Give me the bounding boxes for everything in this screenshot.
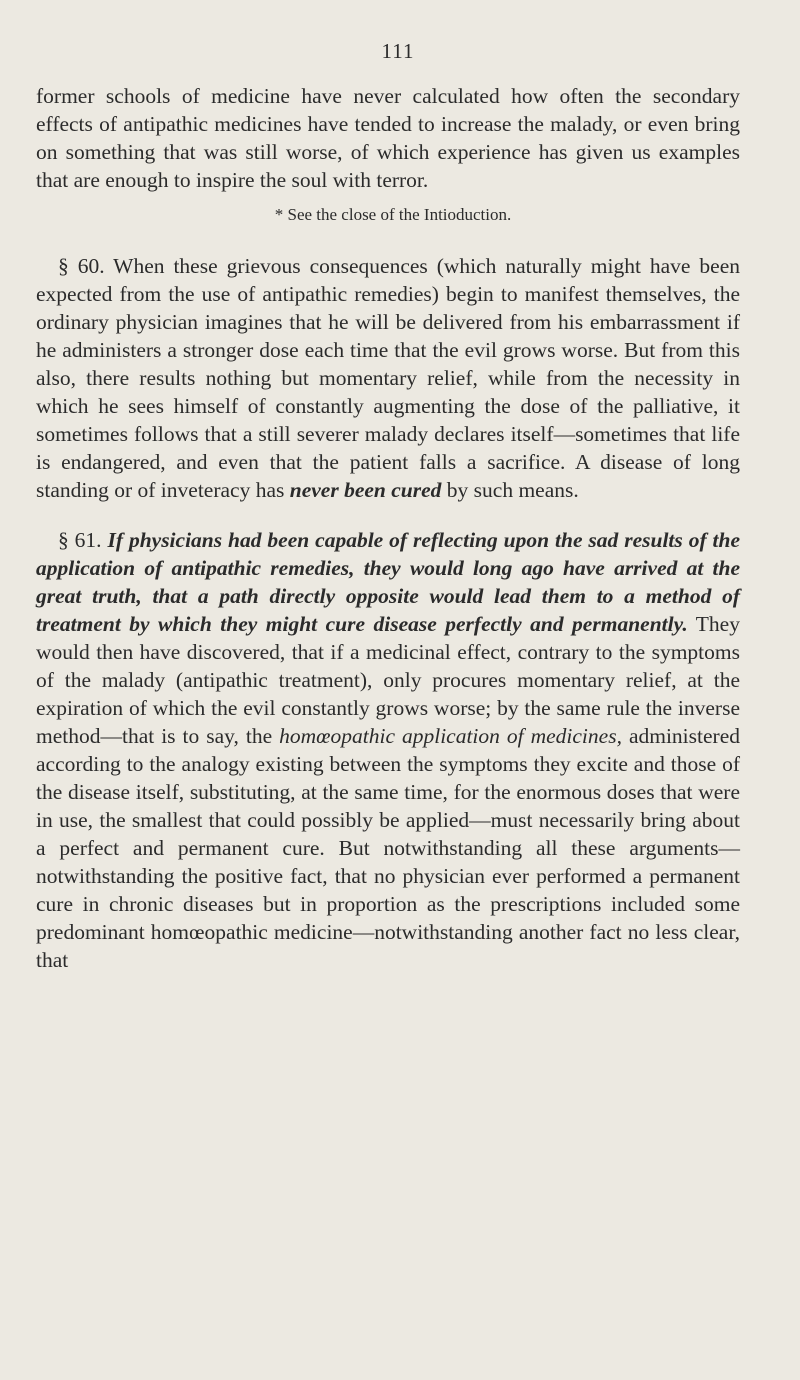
section-61-paragraph — [36, 526, 740, 974]
section-61-italic-phrase: homœopathic application of medicines, — [279, 724, 622, 748]
section-60-text: When these grievous consequences (which naturally might have been expected from the use of antipathic remedies) begin to manifest themselves, the ordinary physician imagines that he will be delivered from his embarrassment if he administers a stronger dose each time that the evil grows worse. But from this also, there results nothing but momentary relief, while from the necessity in which he sees himself of constantly augmenting the dose of the palliative, it sometimes follows that a still severer malady declares itself—sometimes that life is endangered, and even that the patient falls a sacrifice. A disease of long standing or of inveteracy has — [36, 254, 741, 502]
section-60-emphasis: never been cured — [289, 478, 442, 502]
section-61-italic-lead: If physicians had been capable of reflecting upon the sad results of the application of antipathic remedies, they would long ago have arrived at the great truth, that a path directly opposite would lead them to a method of treatment by which they might cure disease perfectly and permanently. — [36, 528, 740, 636]
section-60-text-end: by such means. — [441, 478, 579, 502]
section-60 — [36, 252, 740, 504]
opening-paragraph: former schools of medicine have never calculated how often the secondary effects of antipathic medicines have tended to increase the malady, or even bring on something that was still worse, of which experience has given us examples that are enough to inspire the soul with terror. — [36, 84, 740, 192]
footnote: * See the close of the Intioduction. — [274, 205, 512, 224]
page-number: 111 — [381, 39, 415, 63]
section-61 — [36, 526, 740, 974]
section-60-paragraph — [36, 252, 740, 504]
section-61-text-1: They would then have discovered, that if a medicinal effect, contrary to the symptoms of the malady (antipathic treatment), only procures momentary relief, at the expiration of which the evil constantly grows worse; by the same rule the inverse method—that is to say, the — [36, 612, 740, 748]
section-60-mark: § 60. — [58, 254, 105, 278]
section-61-mark: § 61. — [58, 528, 102, 552]
section-61-text-2: administered according to the analogy existing between the symptoms they excite and those of the disease itself, substituting, at the same time, for the enormous doses that were in use, the smallest that could possibly be applied—must necessarily bring about a perfect and permanent cure. But notwithstanding all these arguments—notwithstanding the positive fact, that no physician ever performed a permanent cure in chronic diseases but in proportion as the prescriptions included some predominant homœopathic medicine—notwithstanding another fact no less clear, that — [36, 724, 740, 972]
